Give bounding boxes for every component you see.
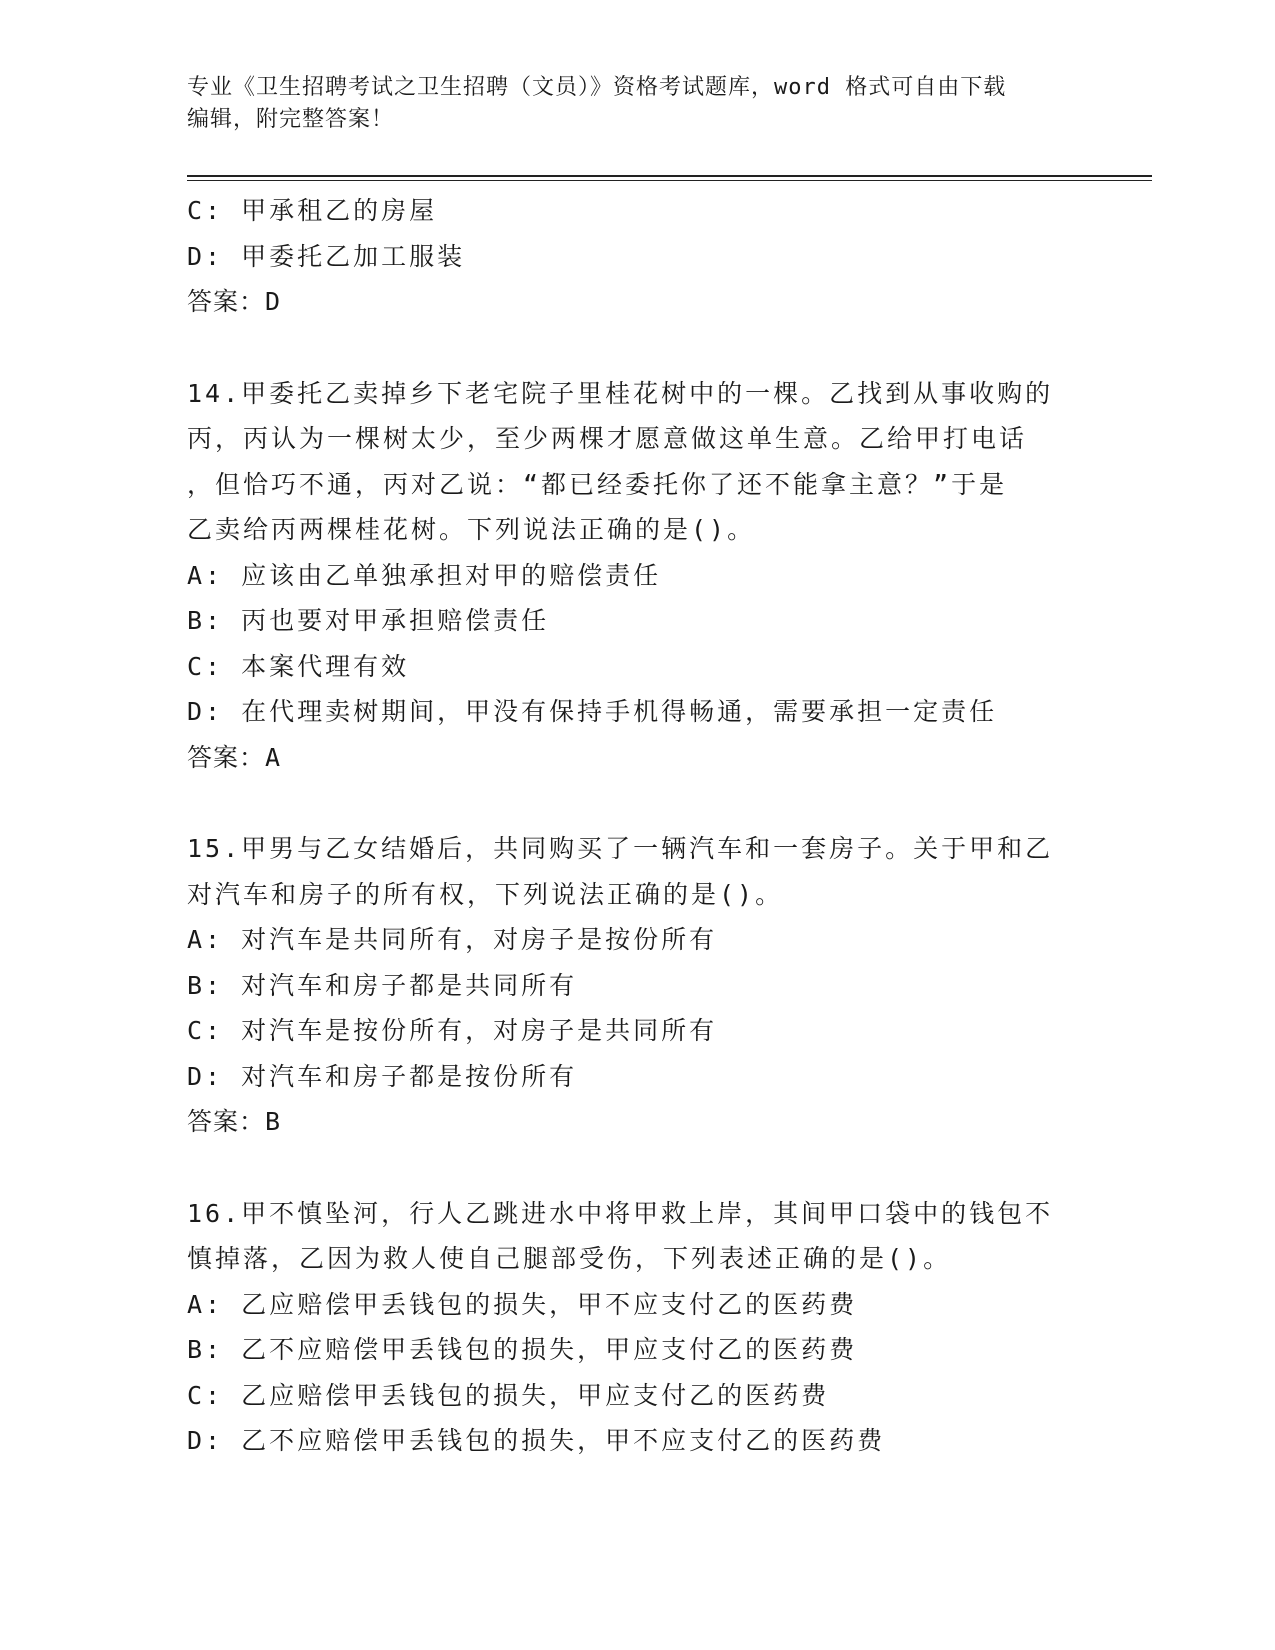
- question-stem-line: 对汽车和房子的所有权，下列说法正确的是()。: [187, 879, 784, 909]
- answer-line: 答案：B: [187, 1107, 282, 1136]
- option-c: C: 乙应赔偿甲丢钱包的损失，甲应支付乙的医药费: [187, 1380, 830, 1410]
- question-stem-line: 14.甲委托乙卖掉乡下老宅院子里桂花树中的一棵。乙找到从事收购的: [187, 378, 1054, 408]
- option-b: B: 乙不应赔偿甲丢钱包的损失，甲应支付乙的医药费: [187, 1335, 858, 1364]
- header-line-2: 编辑，附完整答案！: [187, 107, 395, 132]
- option-a: A: 应该由乙单独承担对甲的赔偿责任: [187, 560, 662, 590]
- header-divider-thin: [187, 180, 1152, 181]
- question-stem-line: 乙卖给丙两棵桂花树。下列说法正确的是()。: [187, 515, 756, 544]
- question-stem-line: 丙，丙认为一棵树太少，至少两棵才愿意做这单生意。乙给甲打电话: [187, 424, 1028, 453]
- question-stem-line: 慎掉落，乙因为救人使自己腿部受伤，下列表述正确的是()。: [187, 1244, 952, 1273]
- header-divider-thick: [187, 175, 1152, 177]
- option-c: C: 本案代理有效: [187, 651, 410, 681]
- question-16: [187, 1191, 1152, 1464]
- spacer: [187, 780, 1152, 826]
- option-c: C: 对汽车是按份所有，对房子是共同所有: [187, 1016, 718, 1045]
- spacer: [187, 1145, 1152, 1191]
- option-a: A: 对汽车是共同所有，对房子是按份所有: [187, 925, 718, 954]
- question-content: [187, 188, 1152, 1464]
- question-stem-line: 15.甲男与乙女结婚后，共同购买了一辆汽车和一套房子。关于甲和乙: [187, 834, 1054, 863]
- spacer: [187, 325, 1152, 371]
- question-13-tail: [187, 188, 1152, 325]
- answer-line: 答案：D: [187, 287, 282, 316]
- question-stem-line: ，但恰巧不通，丙对乙说：“都已经委托你了还不能拿主意？”于是: [187, 469, 1008, 499]
- header-line-1: 专业《卫生招聘考试之卫生招聘（文员）》资格考试题库，word 格式可自由下载: [187, 75, 1007, 100]
- option-b: B: 丙也要对甲承担赔偿责任: [187, 606, 550, 635]
- page-header: [187, 72, 1087, 136]
- question-stem-line: 16.甲不慎坠河，行人乙跳进水中将甲救上岸，其间甲口袋中的钱包不: [187, 1198, 1054, 1228]
- option-c: C: 甲承租乙的房屋: [187, 196, 438, 225]
- option-d: D: 甲委托乙加工服装: [187, 241, 466, 271]
- option-d: D: 乙不应赔偿甲丢钱包的损失，甲不应支付乙的医药费: [187, 1426, 886, 1455]
- question-14: [187, 371, 1152, 781]
- question-15: [187, 826, 1152, 1145]
- option-d: D: 在代理卖树期间，甲没有保持手机得畅通，需要承担一定责任: [187, 697, 998, 726]
- option-a: A: 乙应赔偿甲丢钱包的损失，甲不应支付乙的医药费: [187, 1289, 858, 1319]
- answer-line: 答案：A: [187, 742, 282, 772]
- option-d: D: 对汽车和房子都是按份所有: [187, 1061, 578, 1091]
- option-b: B: 对汽车和房子都是共同所有: [187, 970, 578, 1000]
